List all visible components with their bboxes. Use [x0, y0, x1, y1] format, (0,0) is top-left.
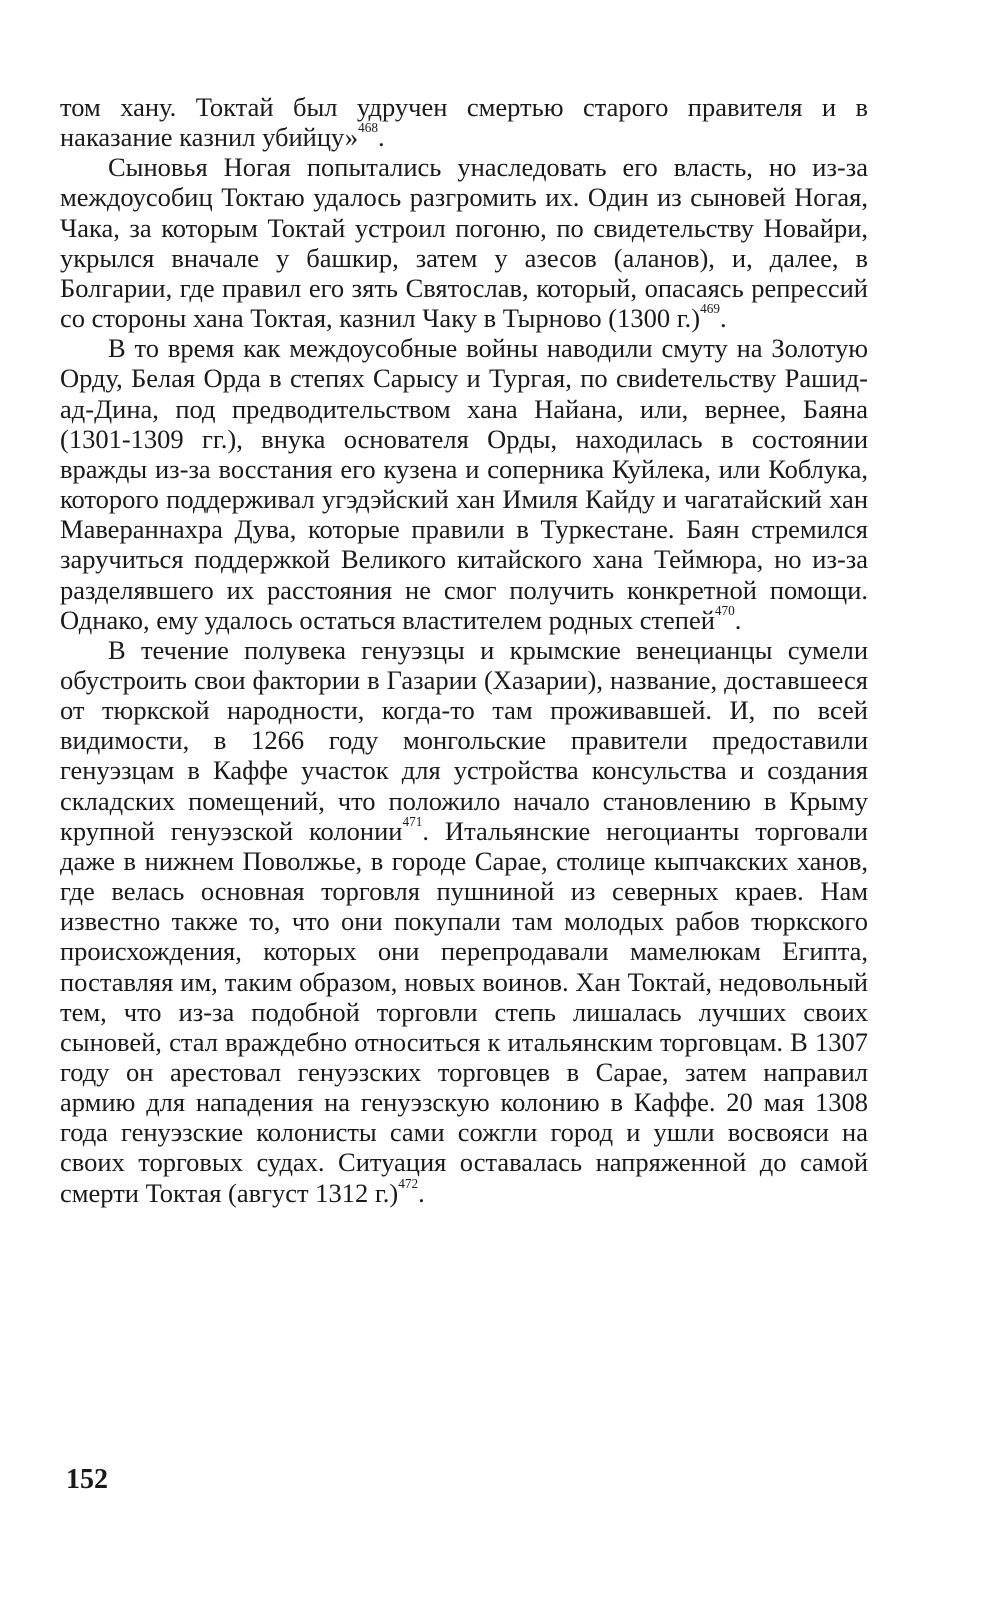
- paragraph-text: .: [378, 122, 385, 153]
- paragraph-1: [60, 92, 868, 152]
- paragraph-text: . Итальянские негоцианты торговали даже в нижнем Поволжье, в городе Сарае, столице кыпчакских ханов, где велась основная торговля пушниной из северных краев. Нам известно также то, что они покупали там молодых рабов тюркского происхождения, которых они перепродавали мамелюкам Египта, поставляя им, таким образом, новых воинов. Хан Токтай, недовольный тем, что из-за подобной торговли степь лишалась лучших своих сыновей, стал враждебно относиться к итальянским торговцам. В 1307 году он арестовал генуэзских торговцев в Сарае, затем направил армию для нападения на генуэзскую колонию в Каффе. 20 мая 1308 года генуэзские колонисты сами сожгли город и ушли восвояси на своих торговых судах. Ситуация оставалась напряженной до самой смерти Токтая (август 1312 г.): [60, 815, 868, 1208]
- paragraph-text: .: [418, 1177, 425, 1208]
- footnote-ref-470: 470: [714, 602, 735, 618]
- footnote-ref-472: 472: [398, 1175, 419, 1191]
- paragraph-text: В то время как междоусобные войны наводили смуту на Золотую Орду, Белая Орда в степях Сарысу и Тургая, по свиdетельству Рашид-ад-Дина, под предводительством хана Найана, или, вернее, Баяна (1301-1309 гг.), внука основателя Орды, находилась в состоянии вражды из-за восстания его кузена и соперника Куйлека, или Коблука, которого поддерживал угэдэйский хан Имиля Кайду и чагатайский хан Мавераннахра Дува, которые правили в Туркестане. Баян стремился заручиться поддержкой Великого китайского хана Теймюра, но из-за разделявшего их расстояния не смог получить конкретной помощи. Однако, ему удалось остаться властителем родных степей: [60, 333, 868, 635]
- footnote-ref-469: 469: [700, 301, 720, 317]
- paragraph-text: .: [719, 303, 727, 334]
- paragraph-3: [60, 333, 868, 635]
- paragraph-text: том хану. Токтай был удручен смертью старого правителя и в наказание казнил убийцу»: [60, 92, 868, 153]
- paragraph-text: Сыновья Ногая попытались унаследовать его власть, но из-за междоусобиц Токтаю удалось разгромить их. Один из сыновей Ногая, Чака, за которым Токтай устроил погоню, по свидетельству Новайри, укрылся вначале у башкир, затем у азесов (аланов), и, далее, в Болгарии, где правил его зять Святослав, который, опасаясь репрессий со стороны хана Токтая, казнил Чаку в Тырново (1300 г.): [60, 152, 868, 334]
- paragraph-4: [60, 635, 868, 1208]
- paragraph-text: .: [734, 604, 742, 635]
- body-text: [60, 92, 868, 1208]
- paragraph-text: В течение полувека генуэзцы и крымские венецианцы сумели обустроить свои фактории в Газарии (Хазарии), название, доставшееся от тюркской народности, когда-то там проживавшей. И, по всей видимости, в 1266 году монгольские правители предоставили генуэзцам в Каффе участок для устройства консульства и создания складских помещений, что положило начало становлению в Крыму крупной генуэзской колонии: [60, 634, 868, 846]
- paragraph-2: [60, 152, 868, 333]
- footnote-ref-471: 471: [402, 813, 423, 829]
- page-number: 152: [66, 1464, 108, 1495]
- footnote-ref-468: 468: [358, 120, 379, 136]
